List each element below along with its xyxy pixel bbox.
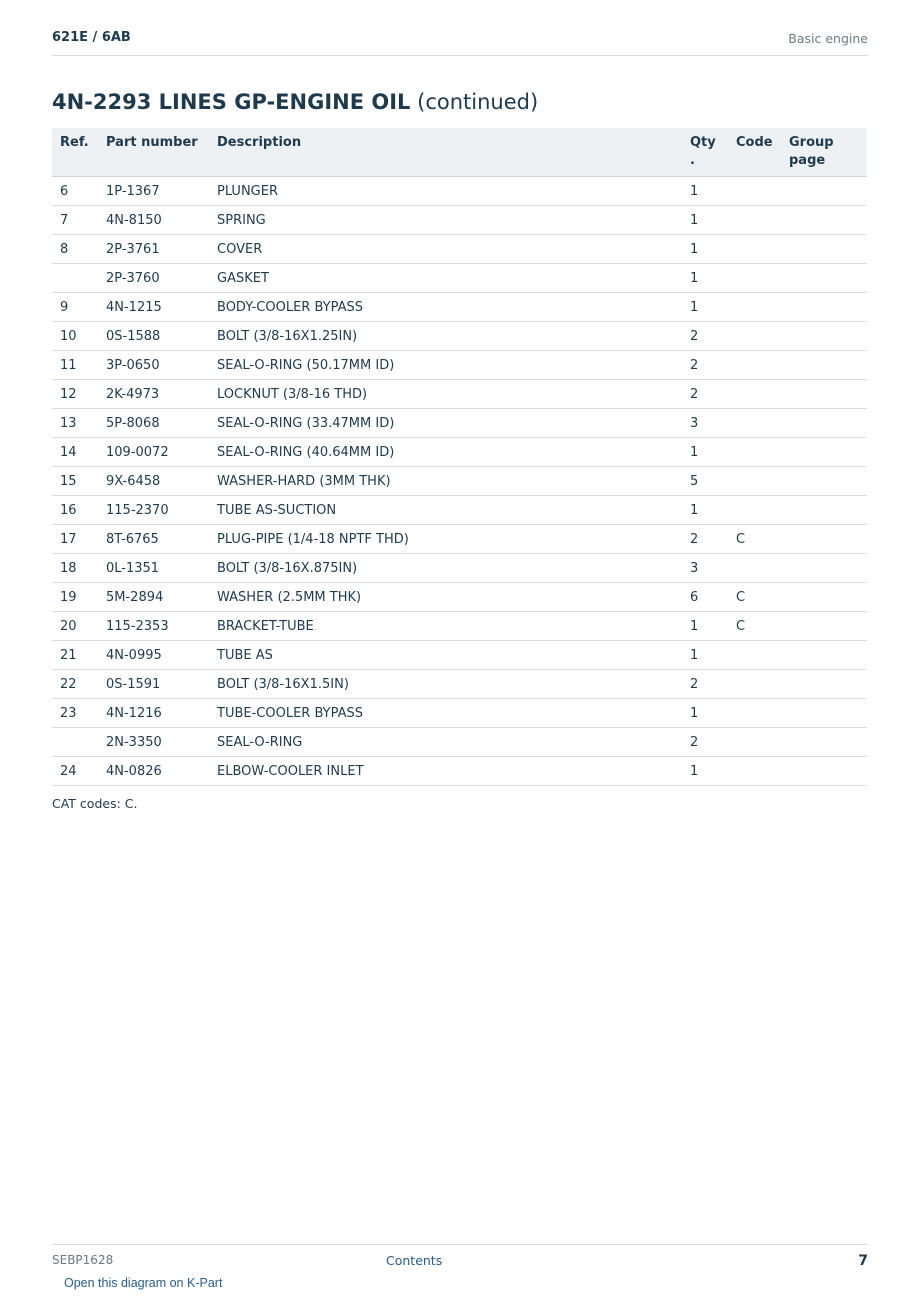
cell-group-page bbox=[781, 612, 867, 641]
cell-ref: 14 bbox=[52, 438, 98, 467]
cell-description: TUBE AS bbox=[209, 641, 682, 670]
cell-group-page bbox=[781, 699, 867, 728]
cell-description: BRACKET-TUBE bbox=[209, 612, 682, 641]
cell-group-page bbox=[781, 525, 867, 554]
cell-ref: 10 bbox=[52, 322, 98, 351]
table-row bbox=[52, 641, 867, 670]
cell-qty: 1 bbox=[682, 699, 728, 728]
cell-description: SPRING bbox=[209, 206, 682, 235]
cell-part-number: 4N-0826 bbox=[98, 757, 209, 786]
cell-code: C bbox=[728, 612, 781, 641]
cell-code bbox=[728, 322, 781, 351]
cell-group-page bbox=[781, 728, 867, 757]
cell-group-page bbox=[781, 554, 867, 583]
table-row bbox=[52, 235, 867, 264]
cell-code bbox=[728, 554, 781, 583]
cell-ref bbox=[52, 728, 98, 757]
table-header-row bbox=[52, 128, 867, 177]
cell-description: PLUNGER bbox=[209, 177, 682, 206]
cell-part-number: 5M-2894 bbox=[98, 583, 209, 612]
cell-ref: 18 bbox=[52, 554, 98, 583]
cell-part-number: 115-2370 bbox=[98, 496, 209, 525]
cell-group-page bbox=[781, 583, 867, 612]
cell-description: ELBOW-COOLER INLET bbox=[209, 757, 682, 786]
page-number: 7 bbox=[858, 1253, 868, 1269]
kpart-diagram-link[interactable]: Open this diagram on K-Part bbox=[64, 1276, 223, 1290]
cell-qty: 2 bbox=[682, 525, 728, 554]
cell-code bbox=[728, 409, 781, 438]
cell-description: SEAL-O-RING bbox=[209, 728, 682, 757]
cell-code: C bbox=[728, 525, 781, 554]
cell-code bbox=[728, 670, 781, 699]
cell-qty: 5 bbox=[682, 467, 728, 496]
cell-part-number: 3P-0650 bbox=[98, 351, 209, 380]
cell-ref: 7 bbox=[52, 206, 98, 235]
cell-ref: 6 bbox=[52, 177, 98, 206]
table-row bbox=[52, 264, 867, 293]
cell-code: C bbox=[728, 583, 781, 612]
table-row bbox=[52, 409, 867, 438]
cell-code bbox=[728, 438, 781, 467]
cell-ref: 15 bbox=[52, 467, 98, 496]
model-label: 621E / 6AB bbox=[52, 30, 131, 45]
cell-part-number: 1P-1367 bbox=[98, 177, 209, 206]
table-row bbox=[52, 670, 867, 699]
cell-group-page bbox=[781, 322, 867, 351]
cell-group-page bbox=[781, 235, 867, 264]
cell-group-page bbox=[781, 757, 867, 786]
cell-code bbox=[728, 235, 781, 264]
cell-qty: 1 bbox=[682, 293, 728, 322]
cell-description: SEAL-O-RING (33.47MM ID) bbox=[209, 409, 682, 438]
cell-ref: 23 bbox=[52, 699, 98, 728]
cell-qty: 1 bbox=[682, 206, 728, 235]
cell-part-number: 2K-4973 bbox=[98, 380, 209, 409]
cell-code bbox=[728, 496, 781, 525]
page-title-suffix: (continued) bbox=[417, 90, 539, 114]
cell-code bbox=[728, 380, 781, 409]
cell-code bbox=[728, 757, 781, 786]
cell-ref: 21 bbox=[52, 641, 98, 670]
cell-qty: 2 bbox=[682, 670, 728, 699]
cell-group-page bbox=[781, 641, 867, 670]
cell-qty: 3 bbox=[682, 554, 728, 583]
cell-description: PLUG-PIPE (1/4-18 NPTF THD) bbox=[209, 525, 682, 554]
table-row bbox=[52, 322, 867, 351]
parts-table bbox=[52, 128, 867, 786]
cell-ref: 13 bbox=[52, 409, 98, 438]
cell-ref: 9 bbox=[52, 293, 98, 322]
cell-qty: 6 bbox=[682, 583, 728, 612]
cell-group-page bbox=[781, 351, 867, 380]
cell-code bbox=[728, 293, 781, 322]
column-header-qty-line1: Qty bbox=[690, 135, 716, 150]
cell-ref: 20 bbox=[52, 612, 98, 641]
parts-table-body bbox=[52, 177, 867, 786]
cell-part-number: 0S-1588 bbox=[98, 322, 209, 351]
cell-description: BOLT (3/8-16X1.25IN) bbox=[209, 322, 682, 351]
cell-ref: 19 bbox=[52, 583, 98, 612]
table-row bbox=[52, 583, 867, 612]
cell-part-number: 9X-6458 bbox=[98, 467, 209, 496]
document-id: SEBP1628 bbox=[52, 1253, 114, 1267]
cell-part-number: 2P-3761 bbox=[98, 235, 209, 264]
cell-group-page bbox=[781, 293, 867, 322]
column-header-ref: Ref. bbox=[52, 128, 98, 177]
section-label: Basic engine bbox=[788, 31, 868, 46]
cell-description: BOLT (3/8-16X1.5IN) bbox=[209, 670, 682, 699]
cell-qty: 1 bbox=[682, 641, 728, 670]
cell-group-page bbox=[781, 409, 867, 438]
cell-part-number: 8T-6765 bbox=[98, 525, 209, 554]
cell-description: TUBE-COOLER BYPASS bbox=[209, 699, 682, 728]
cell-group-page bbox=[781, 206, 867, 235]
cell-ref: 24 bbox=[52, 757, 98, 786]
cell-qty: 1 bbox=[682, 612, 728, 641]
cell-code bbox=[728, 467, 781, 496]
cell-code bbox=[728, 641, 781, 670]
cell-qty: 2 bbox=[682, 351, 728, 380]
table-row bbox=[52, 177, 867, 206]
cell-ref: 22 bbox=[52, 670, 98, 699]
cell-group-page bbox=[781, 467, 867, 496]
cell-description: WASHER (2.5MM THK) bbox=[209, 583, 682, 612]
page-title bbox=[52, 90, 538, 114]
cell-description: TUBE AS-SUCTION bbox=[209, 496, 682, 525]
cell-description: BODY-COOLER BYPASS bbox=[209, 293, 682, 322]
column-header-group-page bbox=[781, 128, 867, 177]
page-footer bbox=[52, 1244, 868, 1275]
cell-group-page bbox=[781, 380, 867, 409]
table-row bbox=[52, 351, 867, 380]
cell-group-page bbox=[781, 496, 867, 525]
cell-qty: 1 bbox=[682, 177, 728, 206]
cell-group-page bbox=[781, 438, 867, 467]
cell-code bbox=[728, 206, 781, 235]
cell-group-page bbox=[781, 670, 867, 699]
table-row bbox=[52, 612, 867, 641]
cell-description: WASHER-HARD (3MM THK) bbox=[209, 467, 682, 496]
cell-qty: 2 bbox=[682, 728, 728, 757]
cell-qty: 1 bbox=[682, 496, 728, 525]
table-row bbox=[52, 438, 867, 467]
cell-code bbox=[728, 177, 781, 206]
cell-group-page bbox=[781, 264, 867, 293]
table-row bbox=[52, 496, 867, 525]
cell-part-number: 109-0072 bbox=[98, 438, 209, 467]
cell-ref: 12 bbox=[52, 380, 98, 409]
column-header-part-number: Part number bbox=[98, 128, 209, 177]
cell-description: BOLT (3/8-16X.875IN) bbox=[209, 554, 682, 583]
cell-ref: 11 bbox=[52, 351, 98, 380]
table-row bbox=[52, 728, 867, 757]
table-row bbox=[52, 467, 867, 496]
cell-part-number: 2N-3350 bbox=[98, 728, 209, 757]
cell-part-number: 5P-8068 bbox=[98, 409, 209, 438]
cell-part-number: 4N-0995 bbox=[98, 641, 209, 670]
table-row bbox=[52, 380, 867, 409]
cell-code bbox=[728, 351, 781, 380]
contents-link[interactable]: Contents bbox=[386, 1253, 443, 1268]
cell-code bbox=[728, 699, 781, 728]
cell-description: SEAL-O-RING (40.64MM ID) bbox=[209, 438, 682, 467]
cell-ref: 16 bbox=[52, 496, 98, 525]
cell-qty: 2 bbox=[682, 322, 728, 351]
page-header bbox=[52, 28, 868, 56]
table-row bbox=[52, 525, 867, 554]
table-row bbox=[52, 757, 867, 786]
column-header-group-line1: Group bbox=[789, 135, 834, 150]
cell-qty: 2 bbox=[682, 380, 728, 409]
cell-part-number: 2P-3760 bbox=[98, 264, 209, 293]
cell-description: SEAL-O-RING (50.17MM ID) bbox=[209, 351, 682, 380]
column-header-qty-line2: . bbox=[690, 153, 695, 168]
cell-ref: 8 bbox=[52, 235, 98, 264]
cell-part-number: 4N-1216 bbox=[98, 699, 209, 728]
cell-qty: 1 bbox=[682, 264, 728, 293]
column-header-group-line2: page bbox=[789, 153, 826, 168]
cat-codes-note: CAT codes: C. bbox=[52, 796, 138, 811]
cell-qty: 3 bbox=[682, 409, 728, 438]
column-header-description: Description bbox=[209, 128, 682, 177]
cell-description: LOCKNUT (3/8-16 THD) bbox=[209, 380, 682, 409]
cell-part-number: 4N-8150 bbox=[98, 206, 209, 235]
cell-part-number: 0S-1591 bbox=[98, 670, 209, 699]
table-row bbox=[52, 206, 867, 235]
cell-part-number: 0L-1351 bbox=[98, 554, 209, 583]
cell-ref: 17 bbox=[52, 525, 98, 554]
cell-qty: 1 bbox=[682, 438, 728, 467]
cell-code bbox=[728, 728, 781, 757]
table-row bbox=[52, 699, 867, 728]
cell-qty: 1 bbox=[682, 757, 728, 786]
page-title-main: 4N-2293 LINES GP-ENGINE OIL bbox=[52, 90, 411, 114]
cell-part-number: 115-2353 bbox=[98, 612, 209, 641]
cell-description: GASKET bbox=[209, 264, 682, 293]
cell-group-page bbox=[781, 177, 867, 206]
cell-description: COVER bbox=[209, 235, 682, 264]
cell-qty: 1 bbox=[682, 235, 728, 264]
table-row bbox=[52, 293, 867, 322]
column-header-code: Code bbox=[728, 128, 781, 177]
cell-part-number: 4N-1215 bbox=[98, 293, 209, 322]
column-header-qty bbox=[682, 128, 728, 177]
table-row bbox=[52, 554, 867, 583]
cell-ref bbox=[52, 264, 98, 293]
cell-code bbox=[728, 264, 781, 293]
